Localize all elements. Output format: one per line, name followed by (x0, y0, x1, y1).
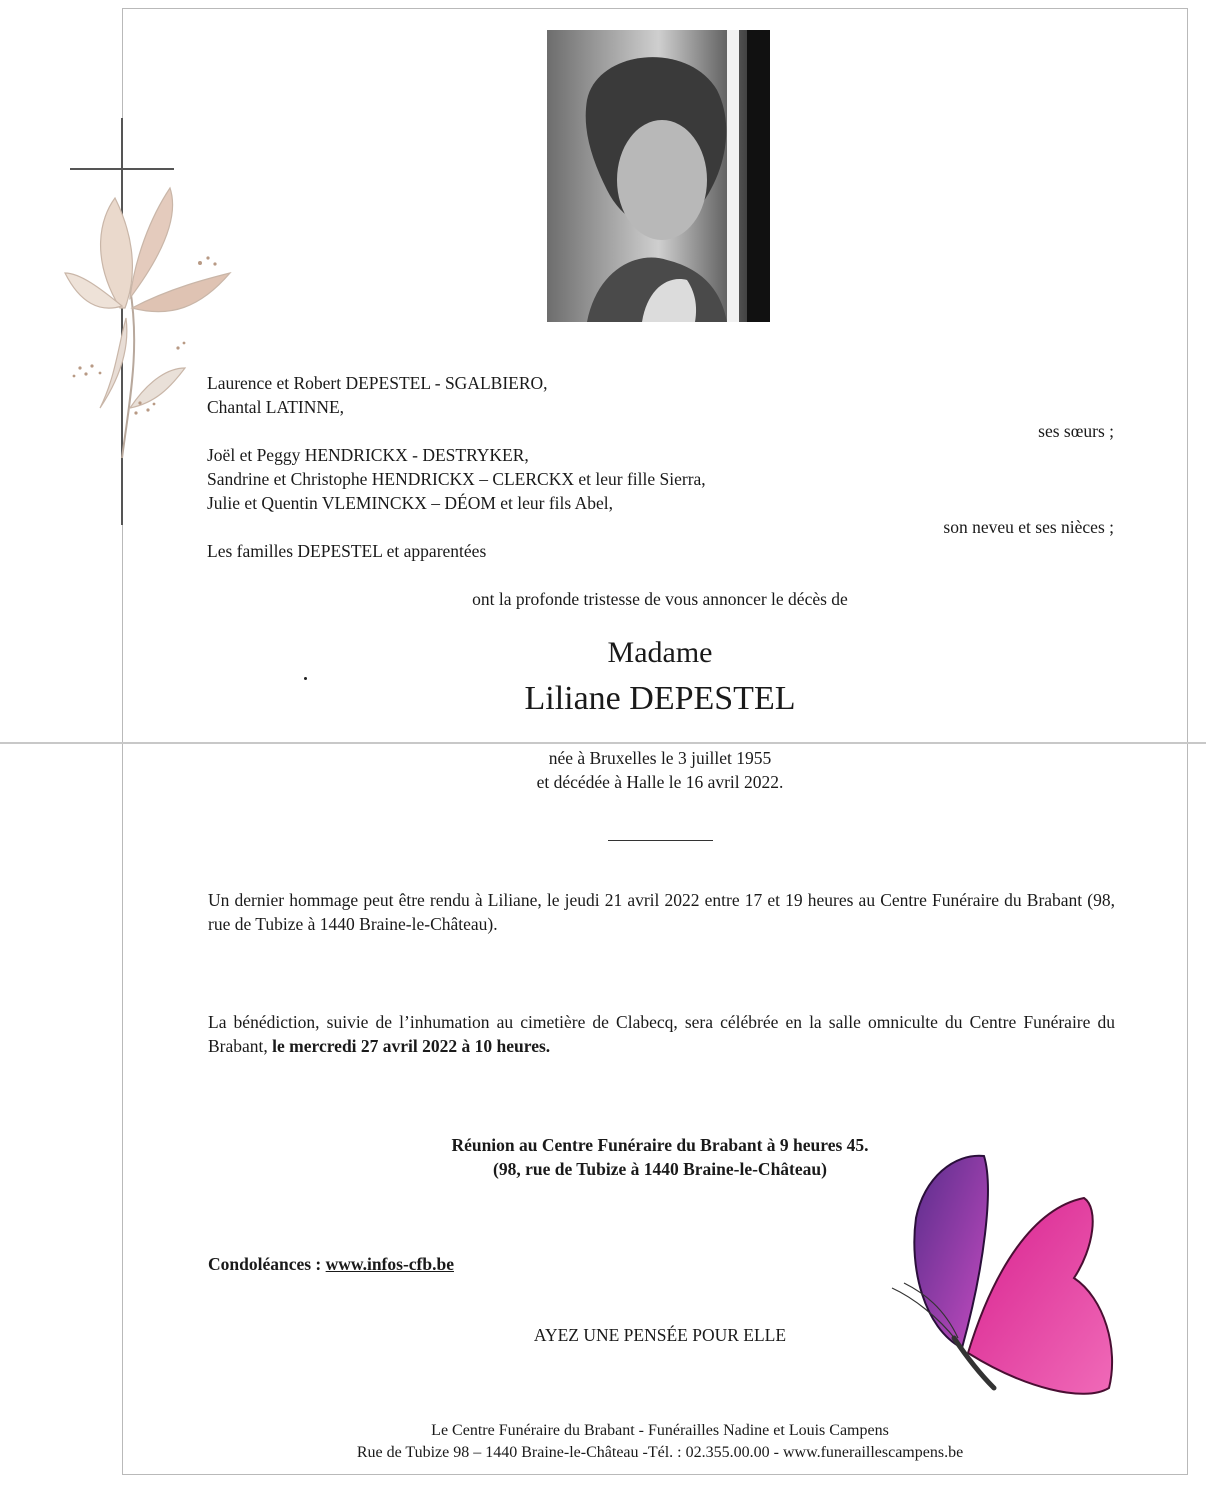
footer-line-1: Le Centre Funéraire du Brabant - Funérailles Nadine et Louis Campens (431, 1422, 889, 1439)
nephew-line-1: Joël et Peggy HENDRICKX - DESTRYKER, (207, 445, 529, 465)
tribute-paragraph: Un dernier hommage peut être rendu à Liliane, le jeudi 21 avril 2022 entre 17 et 19 heures au Centre Funéraire du Brabant (98, rue de Tubize à 1440 Braine-le-Château). (208, 890, 1115, 934)
announcement: ont la profonde tristesse de vous annoncer le décès de (472, 589, 848, 609)
lily-flower-icon (60, 178, 240, 468)
deceased-title: Madame (607, 636, 713, 669)
meeting-line-2: (98, rue de Tubize à 1440 Braine-le-Château) (493, 1159, 827, 1179)
sister-line-2: Chantal LATINNE, (207, 397, 345, 417)
separator-line (608, 840, 713, 841)
fold-line (0, 742, 1206, 744)
condolences (208, 1252, 454, 1276)
condolences-link[interactable]: www.infos-cfb.be (325, 1254, 454, 1274)
nephew-line-2: Sandrine et Christophe HENDRICKX – CLERCKX et leur fille Sierra, (207, 469, 706, 489)
blessing-date: le mercredi 27 avril 2022 à 10 heures. (272, 1036, 551, 1056)
blessing-text: La bénédiction, suivie de l’inhumation au cimetière de Clabecq, sera célébrée en la salle omniculte du Centre Funéraire du Brabant, (208, 1012, 1115, 1056)
sister-line-1: Laurence et Robert DEPESTEL - SGALBIERO, (207, 373, 548, 393)
butterfly-icon (884, 1148, 1120, 1418)
nephews-role: son neveu et ses nièces ; (943, 517, 1114, 537)
nephew-line-3: Julie et Quentin VLEMINCKX – DÉOM et leur fils Abel, (207, 493, 614, 513)
blessing-paragraph (208, 1010, 1115, 1058)
birth-info: née à Bruxelles le 3 juillet 1955 (548, 748, 772, 768)
condolences-label: Condoléances : (208, 1254, 322, 1274)
sisters-role: ses sœurs ; (1038, 421, 1114, 441)
deceased-name: Liliane DEPESTEL (524, 680, 796, 717)
footer-line-2: Rue de Tubize 98 – 1440 Braine-le-Château -Tél. : 02.355.00.00 - www.funeraillescampens.be (356, 1444, 964, 1461)
closing-line: AYEZ UNE PENSÉE POUR ELLE (533, 1325, 787, 1345)
families-line: Les familles DEPESTEL et apparentées (207, 541, 487, 561)
death-info: et décédée à Halle le 16 avril 2022. (536, 772, 784, 792)
meeting-line-1: Réunion au Centre Funéraire du Brabant à 9 heures 45. (451, 1135, 869, 1155)
speck (304, 677, 307, 680)
portrait-photo (547, 30, 770, 322)
cross-horizontal (70, 168, 174, 170)
